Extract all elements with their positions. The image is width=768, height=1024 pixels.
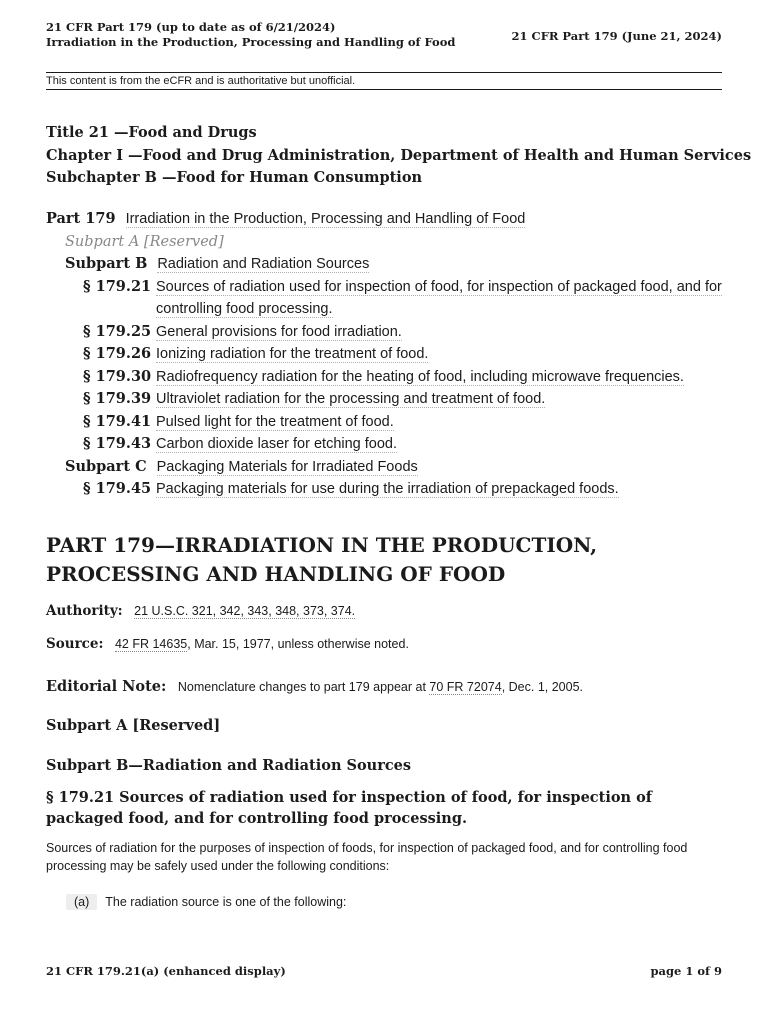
hierarchy	[46, 122, 751, 190]
paragraph-a	[66, 894, 346, 910]
source	[46, 636, 409, 652]
editorial-link[interactable]: 70 FR 72074	[429, 680, 502, 694]
toc-section-row[interactable]	[46, 366, 726, 389]
editorial-label: Editorial Note:	[46, 678, 167, 695]
source-text: , Mar. 15, 1977, unless otherwise noted.	[187, 637, 409, 651]
header-right: 21 CFR Part 179 (June 21, 2024)	[511, 29, 722, 43]
toc-subpart-c-label: Subpart C	[65, 457, 147, 475]
subpart-b-heading: Subpart B—Radiation and Radiation Sources	[46, 757, 412, 774]
toc-section-row[interactable]	[46, 276, 726, 321]
disclaimer: This content is from the eCFR and is authoritative but unofficial.	[46, 72, 722, 90]
toc-subpart-b-title[interactable]: Radiation and Radiation Sources	[157, 256, 370, 272]
toc-section-row[interactable]	[46, 433, 726, 456]
toc-section-title[interactable]: Carbon dioxide laser for etching food.	[156, 436, 398, 452]
toc-part[interactable]	[46, 208, 726, 231]
toc-section-row[interactable]	[46, 321, 726, 344]
toc-section-title[interactable]: Packaging materials for use during the irradiation of prepackaged foods.	[156, 481, 619, 497]
toc-section-label: § 179.21	[83, 277, 152, 295]
subpart-a-heading: Subpart A [Reserved]	[46, 717, 221, 734]
toc-part-title[interactable]: Irradiation in the Production, Processing and Handling of Food	[125, 211, 526, 227]
toc-section-row[interactable]	[46, 478, 726, 501]
toc-section-row[interactable]	[46, 343, 726, 366]
toc-section-label: § 179.39	[83, 390, 152, 407]
header-line2: Irradiation in the Production, Processing and Handling of Food	[46, 35, 456, 49]
toc-section-label: § 179.43	[83, 435, 152, 452]
header-line1: 21 CFR Part 179 (up to date as of 6/21/2024)	[46, 20, 336, 34]
paragraph-a-tag[interactable]: (a)	[66, 894, 97, 910]
authority-link[interactable]: 21 U.S.C. 321, 342, 343, 348, 373, 374.	[134, 604, 356, 618]
toc-section-row[interactable]	[46, 411, 726, 434]
toc-section-title[interactable]: Sources of radiation used for inspection of food, for inspection of packaged food, and for controlling food processing.	[156, 278, 722, 317]
toc-subpart-b[interactable]	[46, 253, 726, 276]
toc-section-title[interactable]: Ultraviolet radiation for the processing and treatment of food.	[156, 391, 546, 407]
title-line: Title 21 —Food and Drugs	[46, 124, 257, 141]
source-link[interactable]: 42 FR 14635	[114, 637, 188, 651]
toc-section-title[interactable]: General provisions for food irradiation.	[156, 323, 402, 340]
footer-citation: 21 CFR 179.21(a) (enhanced display)	[46, 964, 286, 978]
toc-section-label: § 179.30	[83, 367, 152, 385]
source-label: Source:	[46, 636, 104, 652]
authority-label: Authority:	[46, 603, 123, 619]
chapter-line: Chapter I —Food and Drug Administration, Department of Health and Human Services	[46, 146, 752, 164]
editorial-text-after: , Dec. 1, 2005.	[501, 680, 584, 694]
toc-subpart-a: Subpart A [Reserved]	[65, 233, 224, 250]
toc-section-row[interactable]	[46, 388, 726, 411]
section-intro: Sources of radiation for the purposes of inspection of foods, for inspection of packaged food, and for controlling food processing may be safely used under the following conditions:	[46, 841, 688, 873]
editorial-note	[46, 678, 583, 695]
toc-section-title[interactable]: Radiofrequency radiation for the heating of food, including microwave frequencies.	[156, 368, 684, 385]
toc-sections-b	[46, 276, 726, 456]
toc-section-title[interactable]: Pulsed light for the treatment of food.	[156, 413, 394, 430]
toc-section-label: § 179.41	[83, 412, 152, 430]
editorial-text: Nomenclature changes to part 179 appear at	[177, 680, 430, 694]
toc-section-title[interactable]: Ionizing radiation for the treatment of food.	[156, 346, 429, 362]
subchapter-line: Subchapter B —Food for Human Consumption	[46, 169, 423, 186]
section-heading: § 179.21 Sources of radiation used for inspection of food, for inspection of packaged food, and for controlling food processing.	[46, 789, 653, 827]
authority	[46, 603, 355, 619]
table-of-contents	[46, 208, 726, 501]
header-citation	[46, 20, 455, 50]
toc-part-label: Part 179	[46, 210, 116, 227]
toc-subpart-b-label: Subpart B	[65, 255, 148, 272]
toc-subpart-c-title[interactable]: Packaging Materials for Irradiated Foods	[156, 458, 418, 475]
paragraph-a-text: The radiation source is one of the following:	[105, 895, 347, 909]
part-heading: PART 179—IRRADIATION IN THE PRODUCTION, PROCESSING AND HANDLING OF FOOD	[46, 533, 598, 586]
page-number: page 1 of 9	[650, 964, 722, 978]
toc-section-label: § 179.25	[83, 322, 152, 340]
toc-section-label: § 179.45	[83, 480, 152, 497]
toc-section-label: § 179.26	[83, 345, 152, 362]
toc-subpart-c[interactable]	[46, 456, 726, 479]
